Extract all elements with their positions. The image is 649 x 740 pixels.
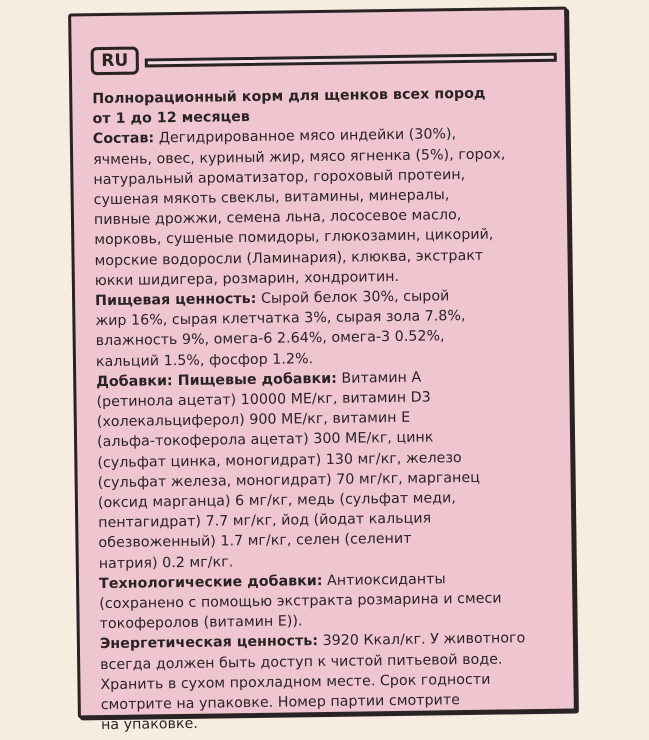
- label-header: [91, 41, 557, 78]
- nutritional-additives-paragraph: [96, 365, 569, 574]
- nutrition-text: Сырой белок 30%, сырой жир 16%, сырая клетчатка 3%, сырая зола 7.8%, влажность 9%, омега-6 2.64%, омега-3 0.52%, кальций 1.5%, фосфор 1.2%.: [95, 288, 466, 370]
- technological-additives-text: Антиоксиданты (сохранено с помощью экстракта розмарина и смеси токоферолов (витамин Е)).: [99, 571, 502, 633]
- energy-paragraph: [100, 628, 571, 736]
- energy-text: 3920 Ккал/кг. У животного всегда должен быть доступ к чистой питьевой воде. Хранить в сухом прохладном месте. Срок годности смотрите на упаковке. Номер партии смотрите на упаковке.: [100, 630, 526, 734]
- header-bar: [145, 53, 557, 68]
- technological-additives-label: Технологические добавки:: [98, 572, 323, 593]
- composition-label: Состав:: [92, 130, 155, 148]
- nutritional-additives-label: Добавки: Пищевые добавки:: [96, 370, 338, 391]
- composition-paragraph: [93, 123, 565, 291]
- product-title: Полнорационный корм для щенков всех пород от 1 до 12 месяцев: [92, 85, 486, 128]
- energy-label: Энергетическая ценность:: [99, 633, 319, 653]
- product-label-card: [68, 7, 577, 734]
- nutrition-label: Пищевая ценность:: [95, 290, 257, 310]
- language-badge: RU: [91, 47, 139, 76]
- nutrition-paragraph: [95, 285, 566, 372]
- label-content: [92, 83, 571, 736]
- technological-additives-paragraph: [99, 567, 570, 634]
- nutritional-additives-text: Витамин А (ретинола ацетат) 10000 МЕ/кг, витамин D3 (холекальциферол) 900 МЕ/кг, витамин Е (альфа-токоферола ацетат) 300 МЕ/кг, цинк (сульфат цинка, моногидрат) 130 мг/кг, железо (сульфат железа, моногидрат) 70 мг/кг, марганец (оксид марганца) 6 мг/кг, медь (сульфат меди, пентагидрат) 7.7 мг/кг, йод (йодат кальция обезвоженный) 1.7 мг/кг, селен (селенит натрия) 0.2 мг/кг.: [96, 369, 481, 572]
- composition-text: Дегидрированное мясо индейки (30%), ячмень, овес, куриный жир, мясо ягненка (5%), горох, натуральный ароматизатор, гороховый протеин, сушеная мякоть свеклы, витамины, минералы, пивные дрожжи, семена льна, лососевое масло, морковь, сушеные помидоры, глюкозамин, цикорий, морские водоросли (Ламинария), клюква, экстракт юкки шидигера, розмарин, хондроитин.: [93, 126, 506, 289]
